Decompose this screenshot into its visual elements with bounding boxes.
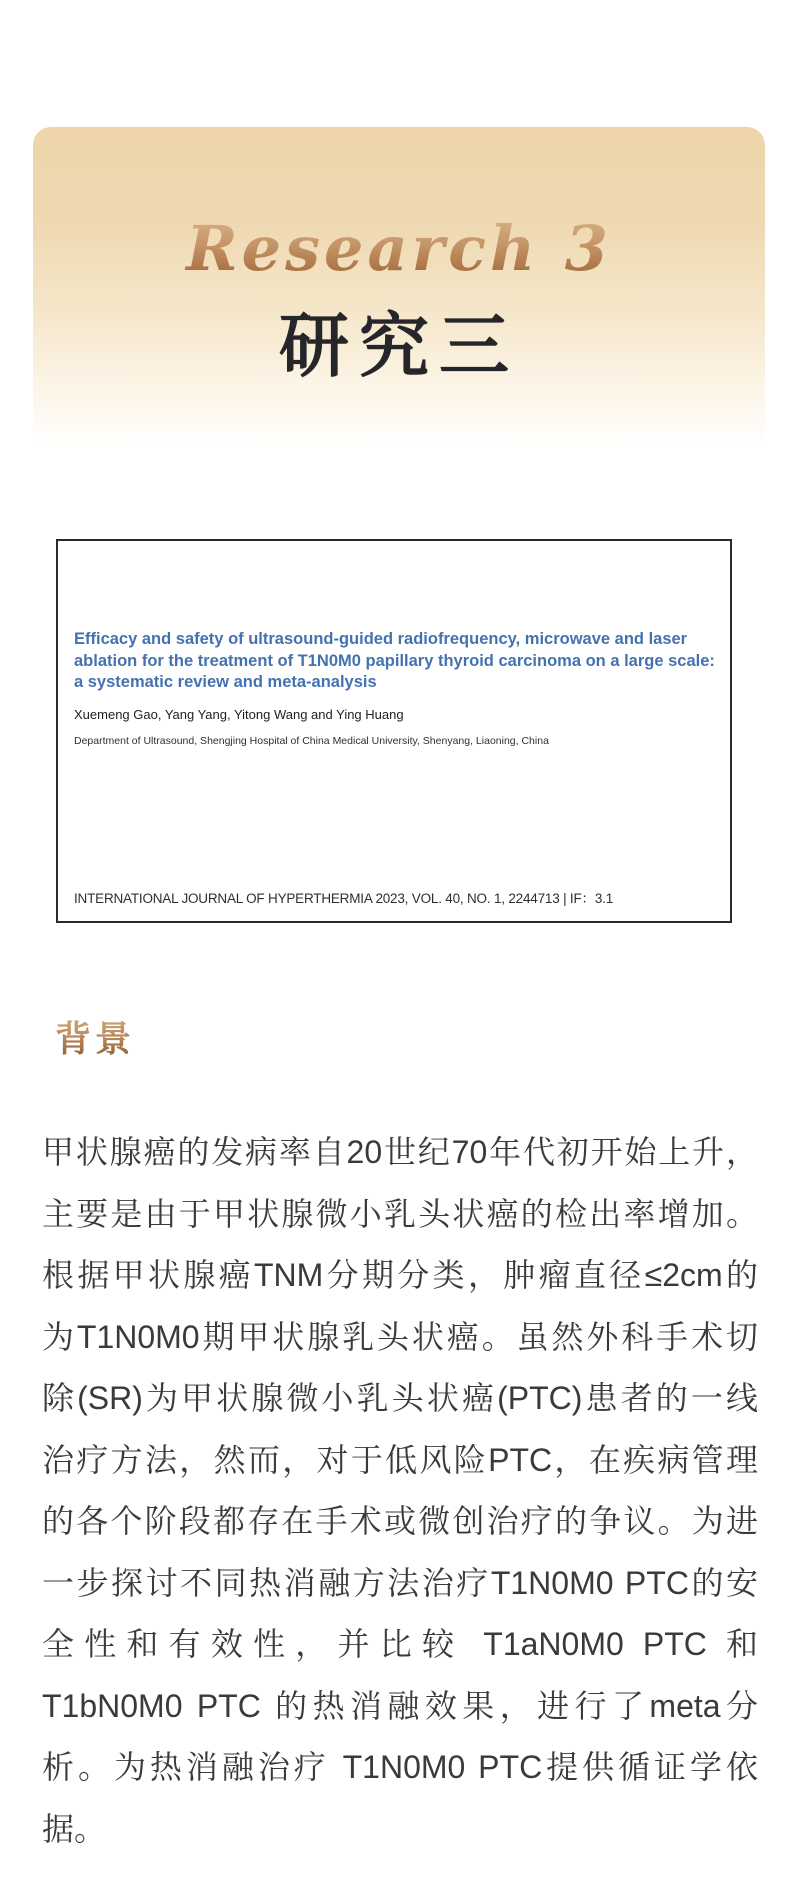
body-text-line: 全性和有效性，并比较 T1aN0M0 PTC 和 (42, 1626, 758, 1662)
body-text-line: 的各个阶段都存在手术或微创治疗的争议。为进 (42, 1503, 758, 1539)
body-text-line: 析。为热消融治疗 T1N0M0 PTC提供循证学依 (42, 1749, 758, 1785)
body-text-line: 为T1N0M0期甲状腺乳头状癌。虽然外科手术切 (42, 1318, 758, 1355)
body-text-line: 一步探讨不同热消融方法治疗T1N0M0 PTC的安 (42, 1564, 758, 1601)
background-heading: 背景 (55, 1018, 135, 1061)
research-number-label: Research 3 (33, 213, 765, 284)
body-text-line: 甲状腺癌的发病率自20世纪70年代初开始上升， (42, 1134, 758, 1170)
header-banner (33, 127, 765, 457)
paper-title: Efficacy and safety of ultrasound-guided radiofrequency, microwave and laser ablation for the treatment of T1N0M0 papillary thyroid carcinoma on a large scale: a systematic review and meta-analysis (74, 630, 715, 691)
section-title-chinese: 研究三 (279, 309, 519, 386)
background-paragraph (42, 1122, 758, 1860)
body-text-line: 据。 (42, 1810, 107, 1847)
body-text-line: T1bN0M0 PTC 的热消融效果，进行了meta分 (42, 1687, 758, 1724)
body-text-line: 根据甲状腺癌TNM分期分类，肿瘤直径≤2cm的 (42, 1257, 758, 1293)
body-text-line: 除(SR)为甲状腺微小乳头状癌(PTC)患者的一线 (42, 1380, 758, 1416)
paper-affiliation: Department of Ultrasound, Shengjing Hospital of China Medical University, Shenyang, Liaoning, China (74, 735, 549, 747)
paper-journal-info: INTERNATIONAL JOURNAL OF HYPERTHERMIA 2023, VOL. 40, NO. 1, 2244713 | IF：3.1 (74, 891, 613, 906)
body-text-line: 主要是由于甲状腺微小乳头状癌的检出率增加。 (42, 1195, 758, 1232)
paper-citation-card (56, 539, 732, 923)
body-text-line: 治疗方法，然而，对于低风险PTC，在疾病管理 (42, 1441, 758, 1478)
paper-authors: Xuemeng Gao, Yang Yang, Yitong Wang and Ying Huang (74, 707, 404, 722)
